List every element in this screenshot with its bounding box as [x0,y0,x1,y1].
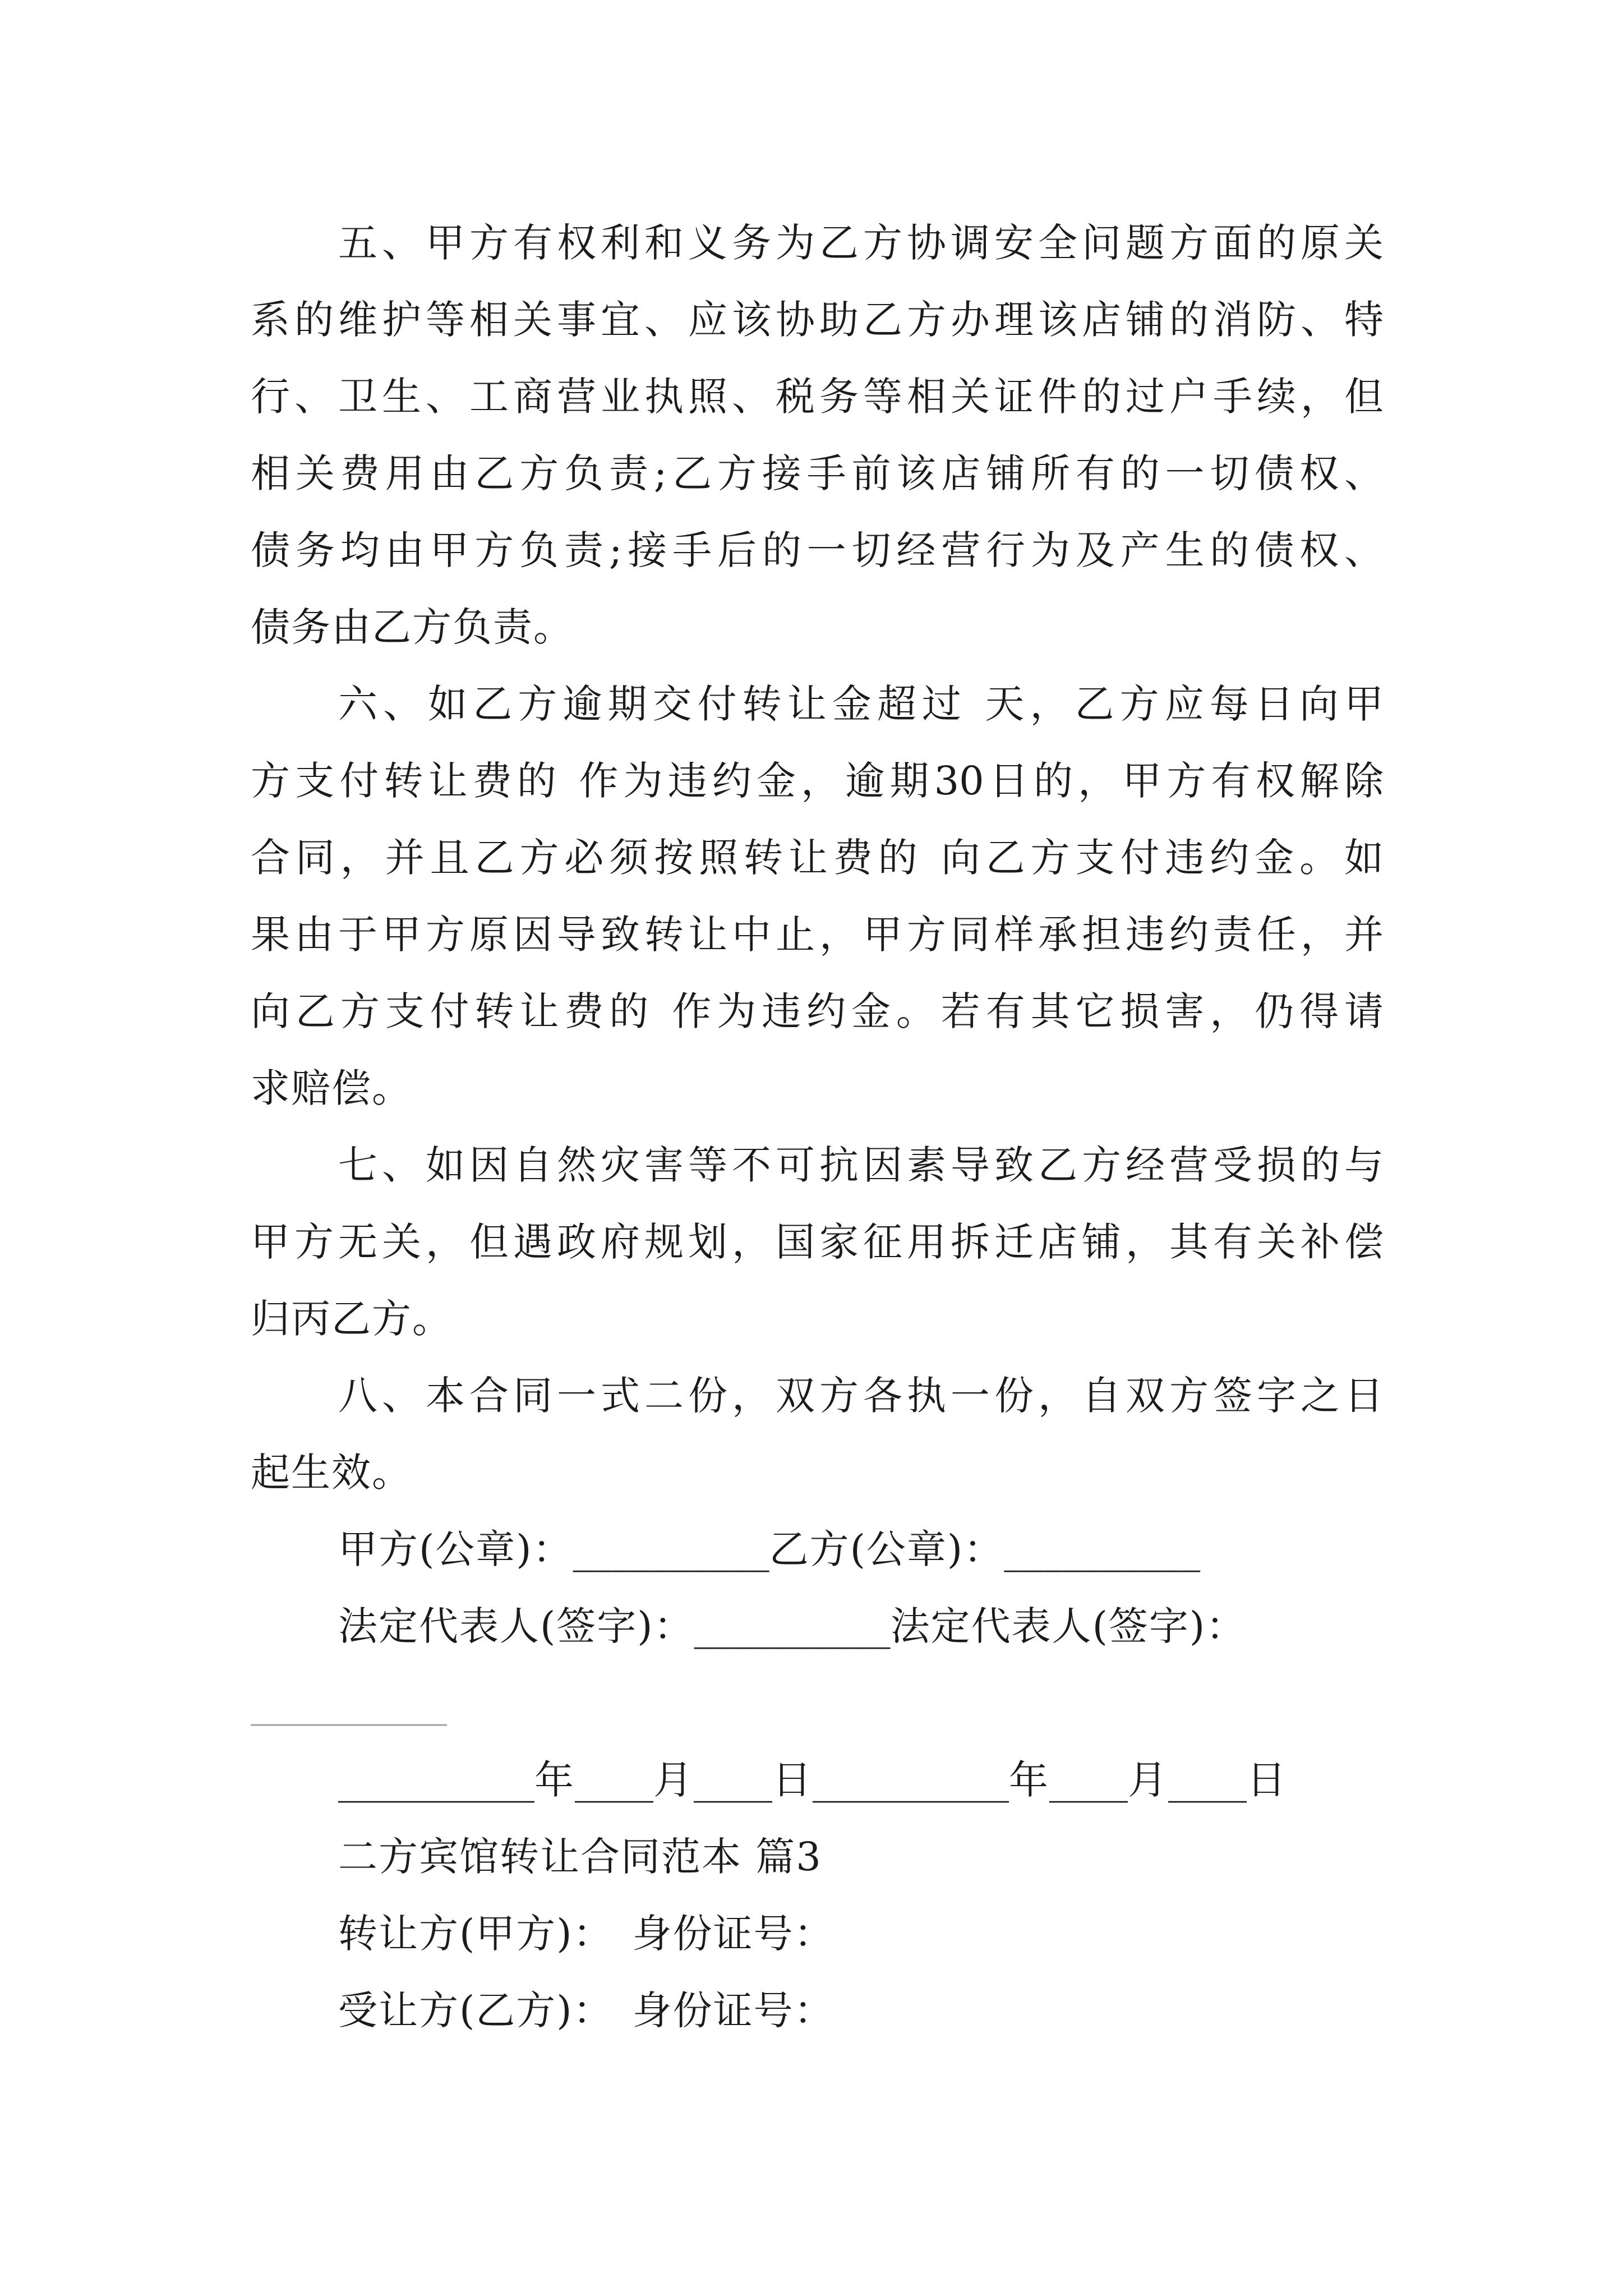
day-blank-b: ____ [1168,1757,1247,1803]
transferor-line [251,1895,1384,1972]
legal-rep-b-blank: __________ [251,1680,447,1726]
month-blank-a: ____ [575,1757,653,1803]
clause-6-line: 果由于甲方原因导致转让中止，甲方同样承担违约责任，并 [251,912,1384,958]
clause-7-line: 七、如因自然灾害等不可抗因素导致乙方经营受损的与 [338,1142,1384,1188]
clause-6-line: 求赔偿。 [251,1065,412,1111]
seal-signature-line [251,1511,1384,1588]
day-blank-a: ____ [694,1757,772,1803]
document-body [251,205,1384,2049]
clause-6-line: 向乙方支付转让费的 作为违约金。若有其它损害，仍得请 [251,988,1384,1034]
transferee-label: 受让方(乙方)： [338,1987,614,2033]
date-line [251,1742,1384,1819]
legal-rep-signature-line [251,1588,1384,1665]
year-blank-a: __________ [338,1757,534,1803]
legal-rep-a-blank: __________ [694,1603,891,1649]
year-label-a: 年 [534,1757,575,1803]
clause-8-line: 起生效。 [251,1450,412,1496]
transferor-id-label: 身份证号： [632,1911,834,1957]
party-b-seal-label: 乙方(公章)： [769,1526,1004,1572]
legal-rep-b-blank-line [251,1665,1384,1742]
legal-rep-b-label: 法定代表人(签字)： [890,1603,1247,1649]
clause-6-line: 合同，并且乙方必须按照转让费的 向乙方支付违约金。如 [251,835,1384,881]
clause-5-line: 五、甲方有权利和义务为乙方协调安全问题方面的原关 [338,220,1384,266]
party-a-seal-label: 甲方(公章)： [338,1526,573,1572]
month-blank-b: ____ [1049,1757,1128,1803]
next-contract-title: 二方宾馆转让合同范本 篇3 [338,1834,822,1880]
transferee-id-label: 身份证号： [632,1987,834,2033]
clause-6-line: 六、如乙方逾期交付转让金超过 天，乙方应每日向甲 [338,681,1384,727]
clause-7-line: 归丙乙方。 [251,1296,453,1342]
clause-7-line: 甲方无关，但遇政府规划，国家征用拆迁店铺，其有关补偿 [251,1219,1384,1265]
year-label-b: 年 [1009,1757,1049,1803]
clause-5-line: 系的维护等相关事宜、应该协助乙方办理该店铺的消防、特 [251,297,1384,343]
clause-5-line: 行、卫生、工商营业执照、税务等相关证件的过户手续，但 [251,374,1384,420]
month-label-b: 月 [1128,1757,1168,1803]
party-a-seal-blank: __________ [573,1526,769,1572]
transferee-line [251,1972,1384,2049]
clause-6-line: 方支付转让费的 作为违约金，逾期30日的，甲方有权解除 [251,758,1384,804]
day-label-a: 日 [772,1757,813,1803]
clause-5-line: 债务均由甲方负责;接手后的一切经营行为及产生的债权、 [251,527,1384,573]
legal-rep-a-label: 法定代表人(签字)： [338,1603,694,1649]
transferor-label: 转让方(甲方)： [338,1911,614,1957]
party-b-seal-blank: __________ [1004,1526,1201,1572]
clause-5-line: 相关费用由乙方负责;乙方接手前该店铺所有的一切债权、 [251,450,1384,496]
year-blank-b: __________ [813,1757,1009,1803]
day-label-b: 日 [1247,1757,1287,1803]
clause-8-line: 八、本合同一式二份，双方各执一份，自双方签字之日 [338,1373,1384,1419]
month-label-a: 月 [653,1757,694,1803]
clause-5-line: 债务由乙方负责。 [251,604,574,650]
